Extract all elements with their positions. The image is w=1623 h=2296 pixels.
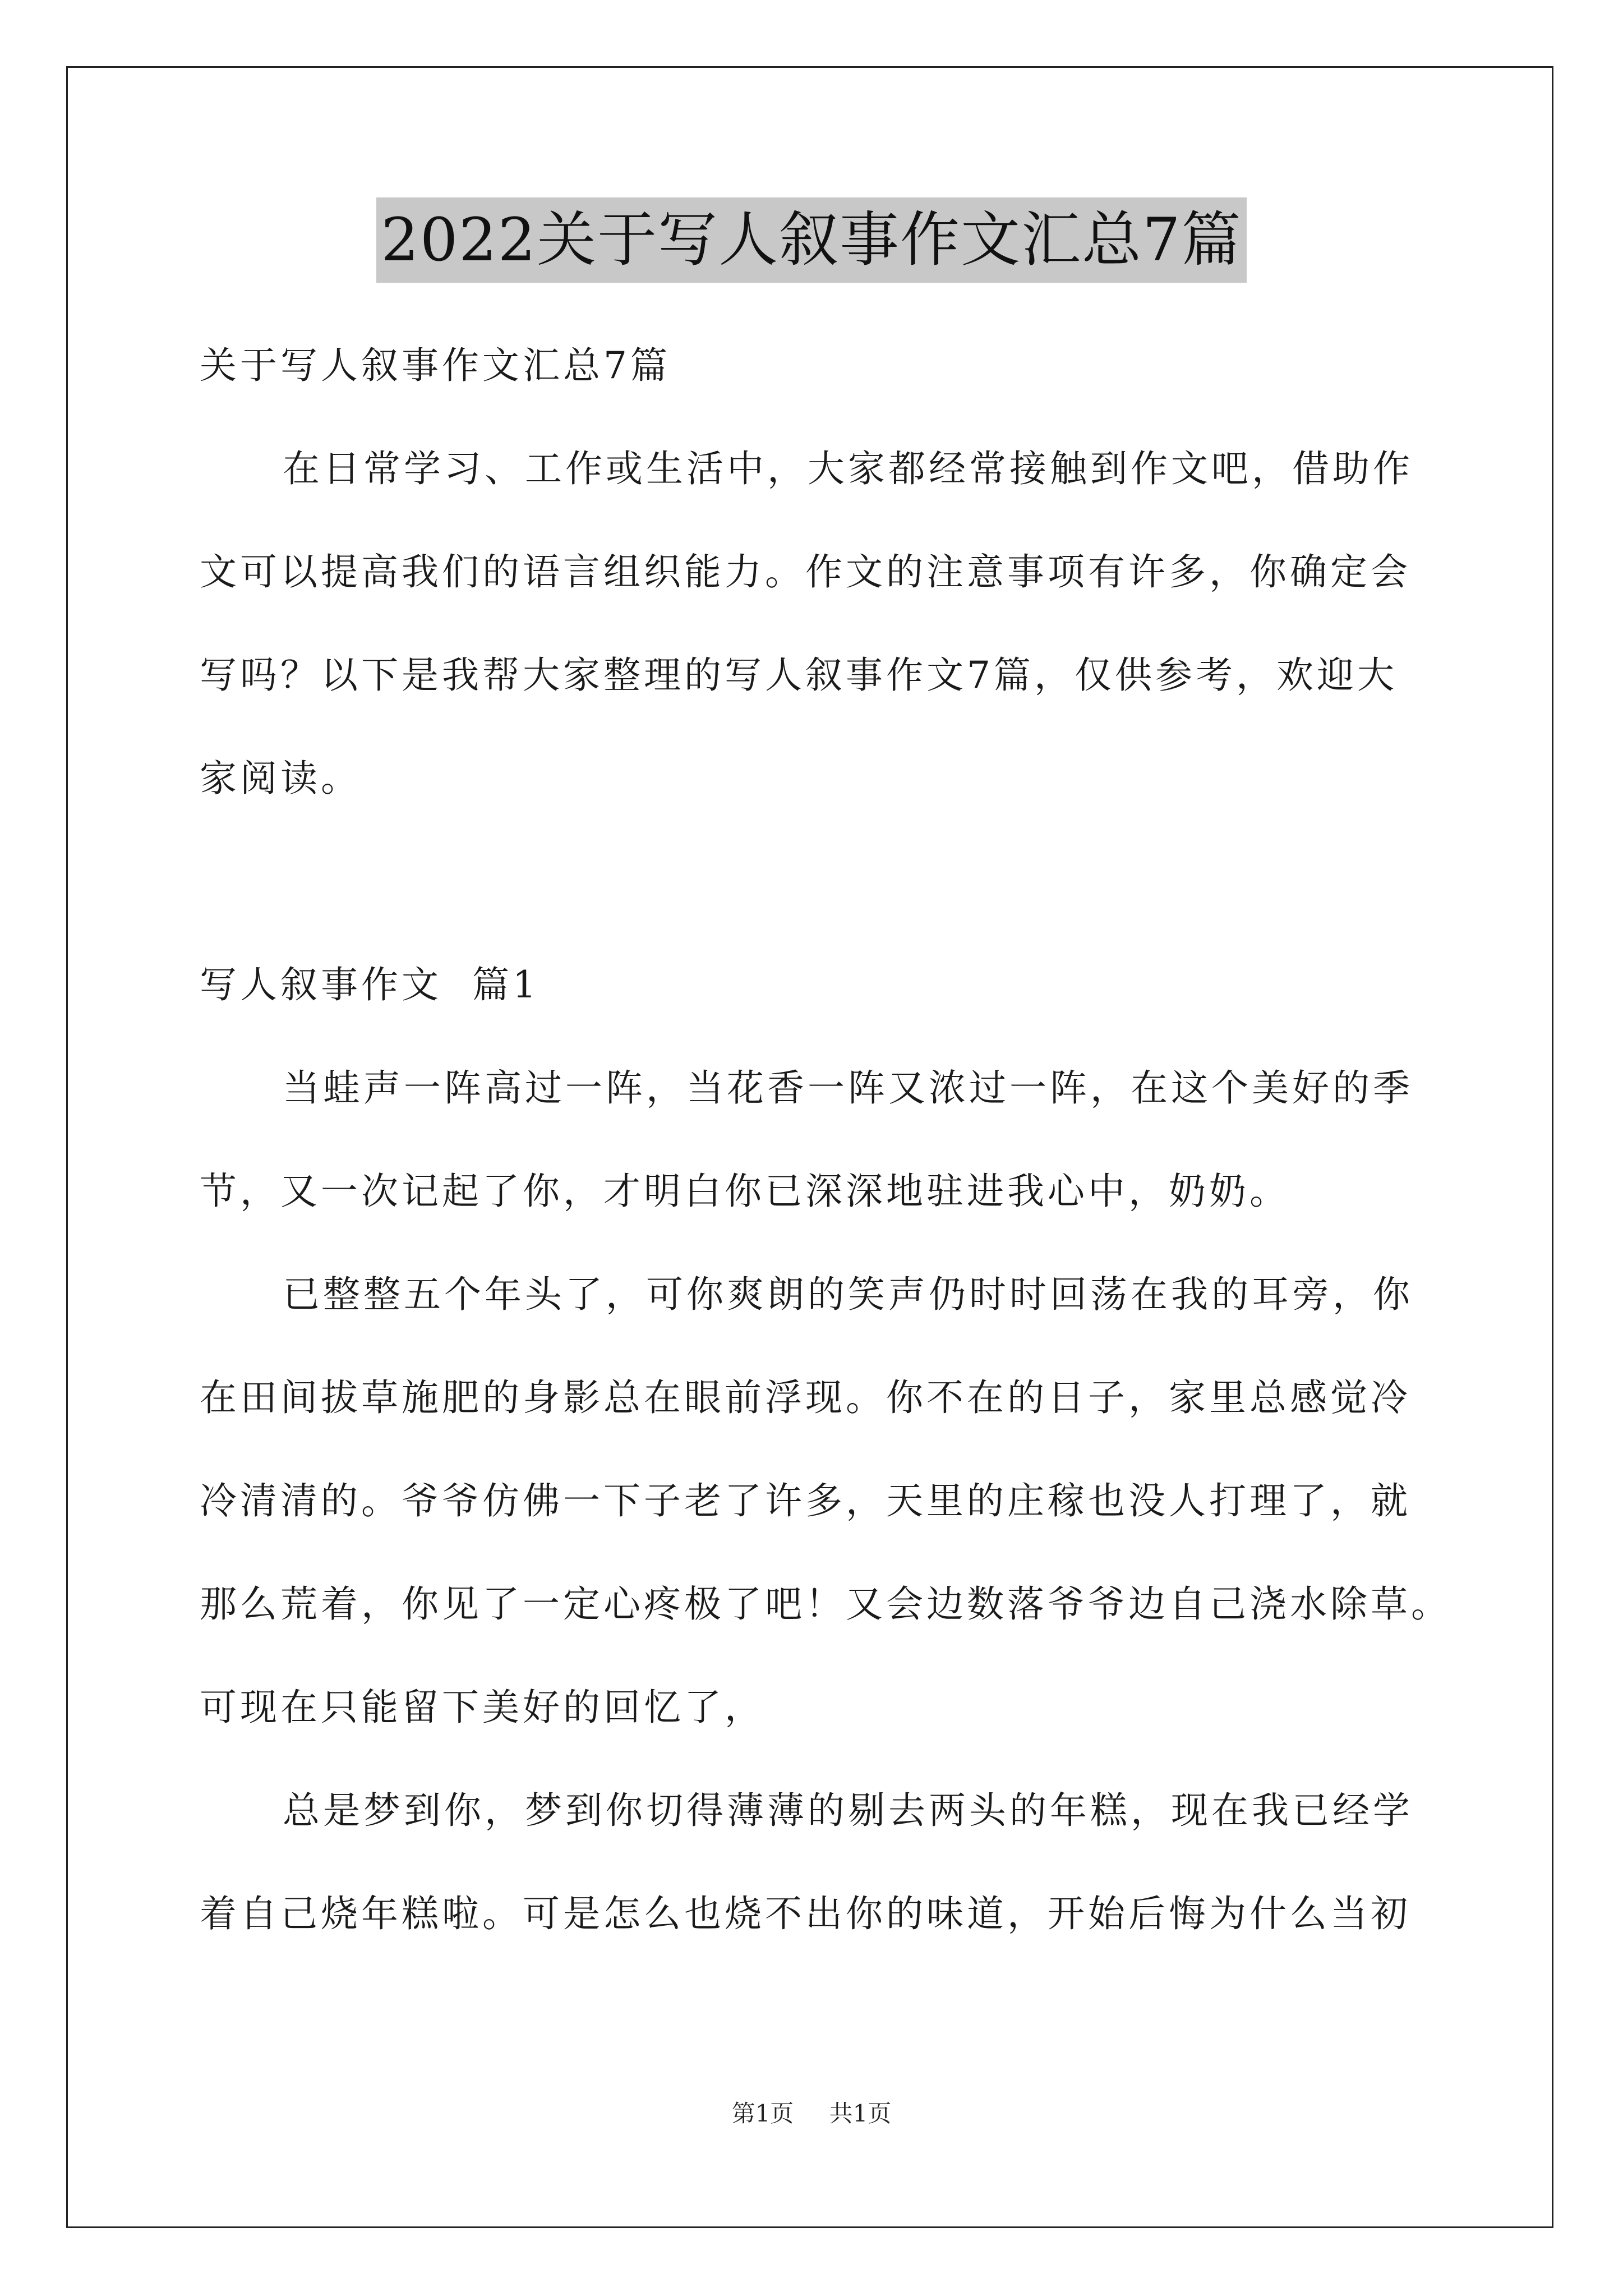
paragraph-line: 在田间拔草施肥的身影总在眼前浮现。你不在的日子，家里总感觉冷 [200, 1376, 1411, 1419]
paragraph-line: 可现在只能留下美好的回忆了， [200, 1686, 765, 1729]
intro-line: 写吗？以下是我帮大家整理的写人叙事作文7篇，仅供参考，欢迎大 [200, 654, 1398, 697]
paragraph-line: 当蛙声一阵高过一阵，当花香一阵又浓过一阵，在这个美好的季 [283, 1066, 1413, 1110]
intro-line: 文可以提高我们的语言组织能力。作文的注意事项有许多，你确定会 [200, 550, 1411, 593]
paragraph-line: 已整整五个年头了，可你爽朗的笑声仍时时回荡在我的耳旁，你 [283, 1273, 1413, 1316]
title-container [0, 197, 1623, 283]
paragraph-2 [200, 1243, 1451, 1759]
blank-spacer [200, 830, 1433, 933]
document-body [200, 314, 1451, 1966]
page-number: 第1页 [731, 2100, 794, 2127]
document-subtitle: 关于写人叙事作文汇总7篇 [200, 344, 671, 387]
paragraph-3 [200, 1759, 1433, 1966]
paragraph-line: 着自己烧年糕啦。可是怎么也烧不出你的味道，开始后悔为什么当初 [200, 1892, 1411, 1935]
paragraph-line: 总是梦到你，梦到你切得薄薄的剔去两头的年糕，现在我已经学 [283, 1789, 1413, 1832]
paragraph-line: 节，又一次记起了你，才明白你已深深地驻进我心中，奶奶。 [200, 1170, 1290, 1213]
paragraph-1 [200, 1037, 1433, 1243]
paragraph-line: 那么荒着，你见了一定心疼极了吧！又会边数落爷爷边自己浇水除草。 [200, 1582, 1451, 1626]
paragraph-line: 冷清清的。爷爷仿佛一下子老了许多，天里的庄稼也没人打理了，就 [200, 1479, 1411, 1522]
intro-line: 家阅读。 [200, 757, 361, 800]
document-title: 2022关于写人叙事作文汇总7篇 [376, 197, 1246, 283]
page-footer [0, 2097, 1623, 2131]
section-heading: 写人叙事作文 篇1 [200, 963, 540, 1006]
page-total: 共1页 [829, 2100, 892, 2127]
intro-paragraph [200, 417, 1433, 830]
intro-line: 在日常学习、工作或生活中，大家都经常接触到作文吧，借助作 [283, 447, 1413, 490]
